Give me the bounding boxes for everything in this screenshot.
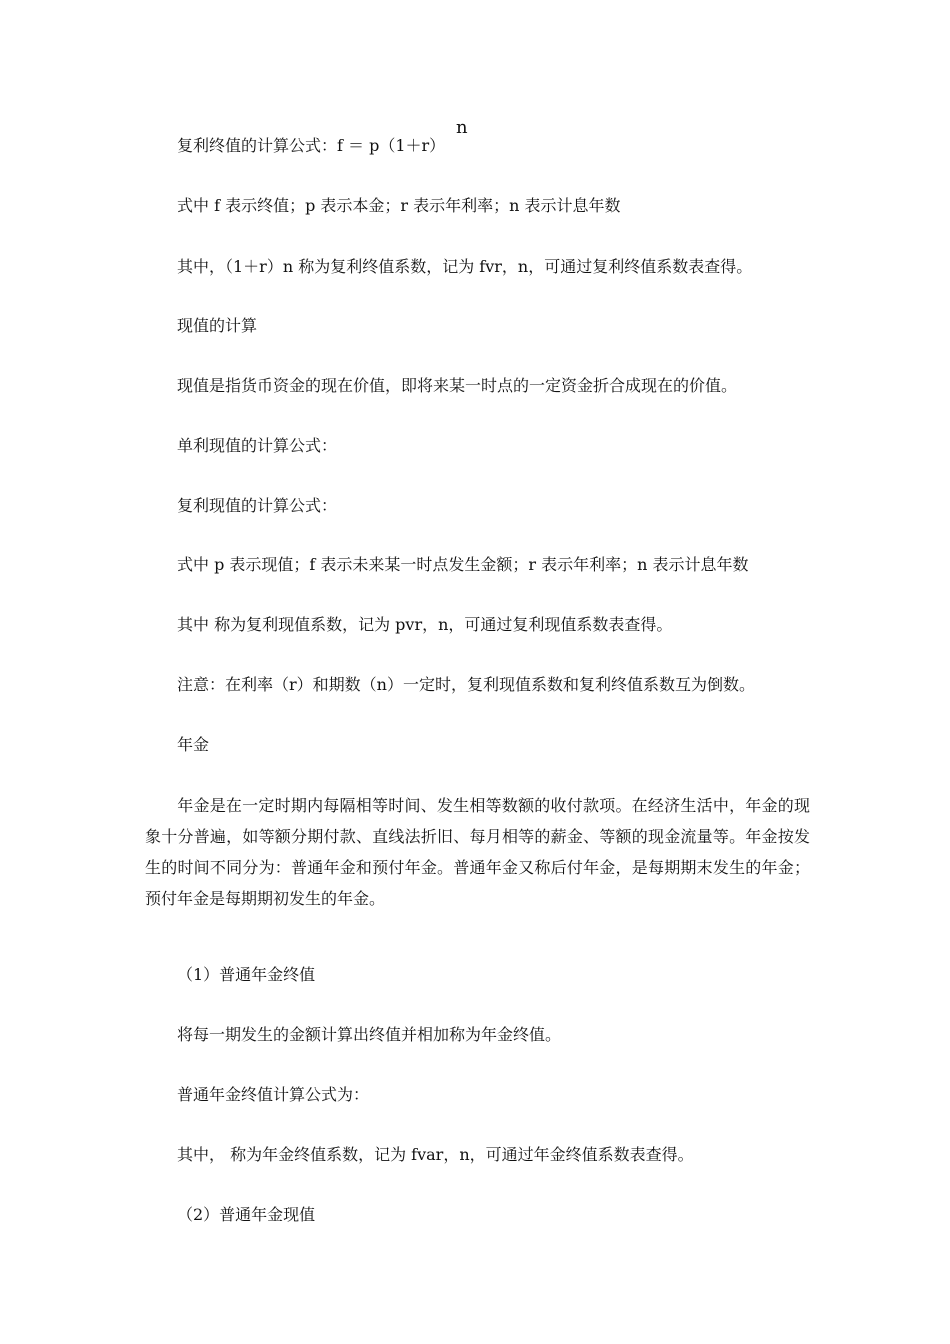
ordinary-annuity-fv-formula-label: 普通年金终值计算公式为：: [177, 1085, 370, 1104]
pv-definition: 现值是指货币资金的现在价值，即将来某一时点的一定资金折合成现在的价值。: [177, 376, 738, 395]
annuity-paragraph-text: 年金是在一定时期内每隔相等时间、发生相等数额的收付款项。在经济生活中，年金的现象十分普遍，如等额分期付款、直线法折旧、每月相等的薪金、等额的现金流量等。年金按发生的时间不同分为：普通年金和预付年金。普通年金又称后付年金，是每期期末发生的年金；预付年金是每期期初发生的年金。: [145, 796, 810, 908]
pv-factor-note: 其中 称为复利现值系数，记为 pvr，n，可通过复利现值系数表查得。: [177, 615, 673, 634]
fv-factor-note: 其中，（1＋r）n 称为复利终值系数，记为 fvr，n，可通过复利终值系数表查得。: [177, 257, 753, 276]
formula-exponent: n: [456, 117, 468, 138]
annuity-heading: 年金: [177, 735, 210, 754]
pv-heading: 现值的计算: [177, 316, 258, 335]
pv-variable-definitions: 式中 p 表示现值；f 表示未来某一时点发生金额；r 表示年利率；n 表示计息年数: [177, 555, 749, 574]
annuity-paragraph: [145, 790, 810, 914]
reciprocal-note: 注意：在利率（r）和期数（n）一定时，复利现值系数和复利终值系数互为倒数。: [177, 675, 755, 694]
simple-pv-formula-label: 单利现值的计算公式：: [177, 436, 338, 455]
ordinary-annuity-fv-factor-note: 其中， 称为年金终值系数，记为 fvar，n，可通过年金终值系数表查得。: [177, 1145, 694, 1164]
fv-variable-definitions: 式中 f 表示终值；p 表示本金；r 表示年利率；n 表示计息年数: [177, 196, 621, 215]
ordinary-annuity-fv-definition: 将每一期发生的金额计算出终值并相加称为年金终值。: [177, 1025, 562, 1044]
ordinary-annuity-pv-heading: （2）普通年金现值: [177, 1205, 316, 1224]
ordinary-annuity-fv-heading: （1）普通年金终值: [177, 965, 316, 984]
compound-pv-formula-label: 复利现值的计算公式：: [177, 496, 338, 515]
compound-fv-formula: 复利终值的计算公式：f ＝ p（1＋r）: [177, 136, 446, 155]
